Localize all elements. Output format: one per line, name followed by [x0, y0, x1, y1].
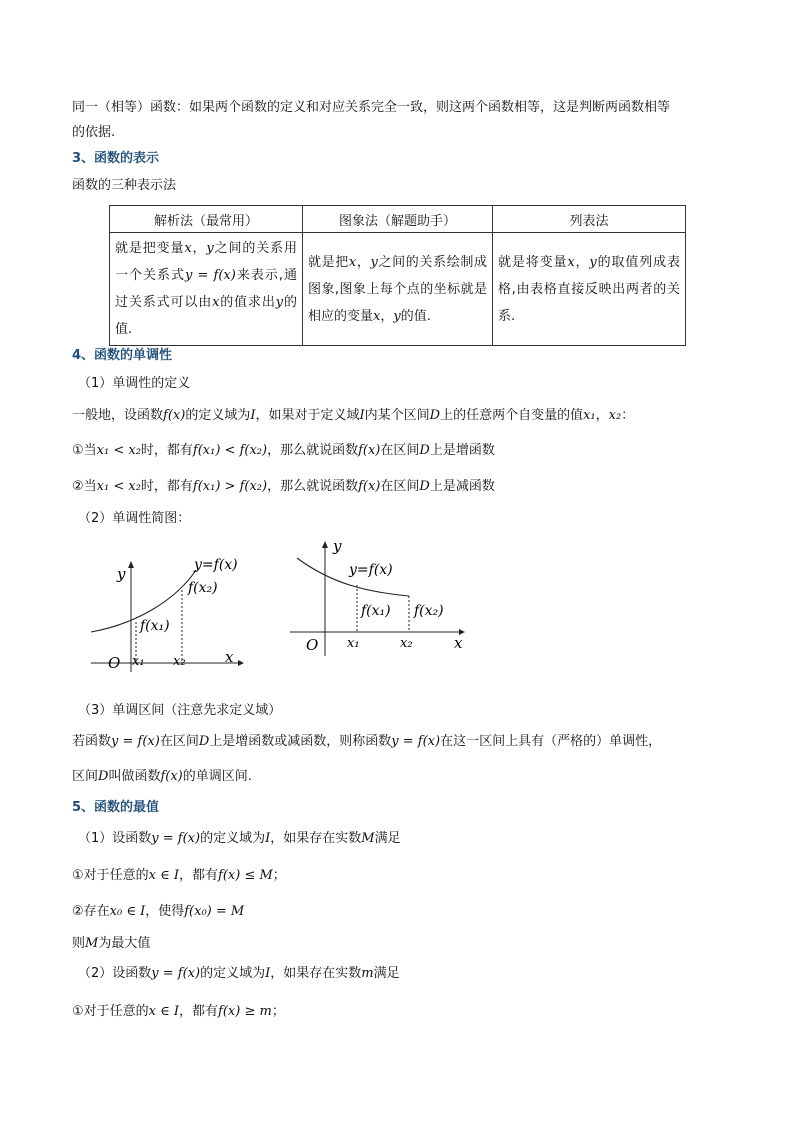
max-conclusion: 则M为最大值 — [72, 936, 151, 951]
x-axis-arrow — [238, 660, 244, 666]
table-header-row — [110, 206, 686, 233]
point-label-f-x2: f(x₂) — [188, 580, 218, 596]
monotonic-def-line: 一般地，设函数f(x)的定义域为I，如果对于定义域I内某个区间D上的任意两个自变量的值x₁，x₂： — [72, 408, 635, 423]
table-header: 解析法（最常用） — [110, 206, 303, 233]
increasing-def-line: ①当x₁ < x₂时，都有f(x₁) < f(x₂)，那么就说函数f(x)在区间D上是增函数 — [72, 443, 495, 458]
tick-label-x1: x₁ — [132, 654, 145, 669]
point-label-f-x2: f(x₂) — [414, 603, 444, 619]
increasing-function-graph — [86, 548, 246, 676]
x-axis-label: x — [454, 634, 463, 652]
y-axis-label: y — [117, 565, 126, 583]
min-condition-1: ①对于任意的x ∈ I，都有f(x) ≥ m； — [72, 1004, 285, 1019]
y-axis-arrow — [322, 541, 328, 548]
tick-label-x2: x₂ — [400, 636, 413, 651]
table-cell-graph: 就是把x，y之间的关系绘制成图象,图象上每个点的坐标就是相应的变量x，y的值. — [303, 233, 493, 346]
table-header: 列表法 — [493, 206, 686, 233]
min-def-line: （2）设函数y = f(x)的定义域为I，如果存在实数m满足 — [78, 966, 400, 981]
table-cell-list: 就是将变量x，y的取值列成表格,由表格直接反映出两者的关系. — [493, 233, 686, 346]
section-5-title: 5、函数的最值 — [72, 800, 160, 815]
tick-label-x1: x₁ — [347, 636, 360, 651]
origin-label: O — [108, 654, 121, 672]
max-condition-1: ①对于任意的x ∈ I，都有f(x) ≤ M； — [72, 868, 286, 883]
interval-title: （3）单调区间（注意先求定义域） — [78, 703, 282, 718]
function-label: y=f(x) — [194, 557, 238, 573]
section-3-subtitle: 函数的三种表示法 — [72, 178, 177, 193]
intro-line-1: 同一（相等）函数：如果两个函数的定义和对应关系完全一致，则这两个函数相等，这是判断两函数相等 — [72, 100, 671, 115]
table-header: 图象法（解题助手） — [303, 206, 493, 233]
interval-line-2: 区间D叫做函数f(x)的单调区间. — [72, 769, 252, 784]
max-def-line: （1）设函数y = f(x)的定义域为I，如果存在实数M满足 — [78, 831, 401, 846]
table-row — [110, 233, 686, 346]
y-axis-arrow — [128, 561, 134, 568]
max-condition-2: ②存在x₀ ∈ I，使得f(x₀) = M — [72, 904, 245, 919]
decreasing-function-graph — [287, 536, 467, 660]
point-label-f-x1: f(x₁) — [361, 603, 391, 619]
tick-label-x2: x₂ — [173, 654, 186, 669]
x-axis-label: x — [225, 648, 234, 666]
interval-line-1: 若函数y = f(x)在区间D上是增函数或减函数，则称函数y = f(x)在这一区间上具有（严格的）单调性， — [72, 734, 662, 749]
diagram-title: （2）单调性简图： — [78, 511, 191, 526]
function-label: y=f(x) — [349, 562, 393, 578]
intro-line-2: 的依据. — [72, 125, 116, 140]
representation-table — [109, 205, 686, 346]
point-label-f-x1: f(x₁) — [140, 618, 170, 634]
section-4-title: 4、函数的单调性 — [72, 348, 173, 363]
decreasing-def-line: ②当x₁ < x₂时，都有f(x₁) > f(x₂)，那么就说函数f(x)在区间D上是减函数 — [72, 479, 495, 494]
table-cell-analytic: 就是把变量x，y之间的关系用一个关系式y = f(x)来表示,通过关系式可以由x的值求出y的值. — [110, 233, 303, 346]
y-axis-label: y — [333, 537, 342, 555]
monotonic-def-title: （1）单调性的定义 — [78, 376, 191, 391]
section-3-title: 3、函数的表示 — [72, 151, 160, 166]
origin-label: O — [306, 636, 319, 654]
